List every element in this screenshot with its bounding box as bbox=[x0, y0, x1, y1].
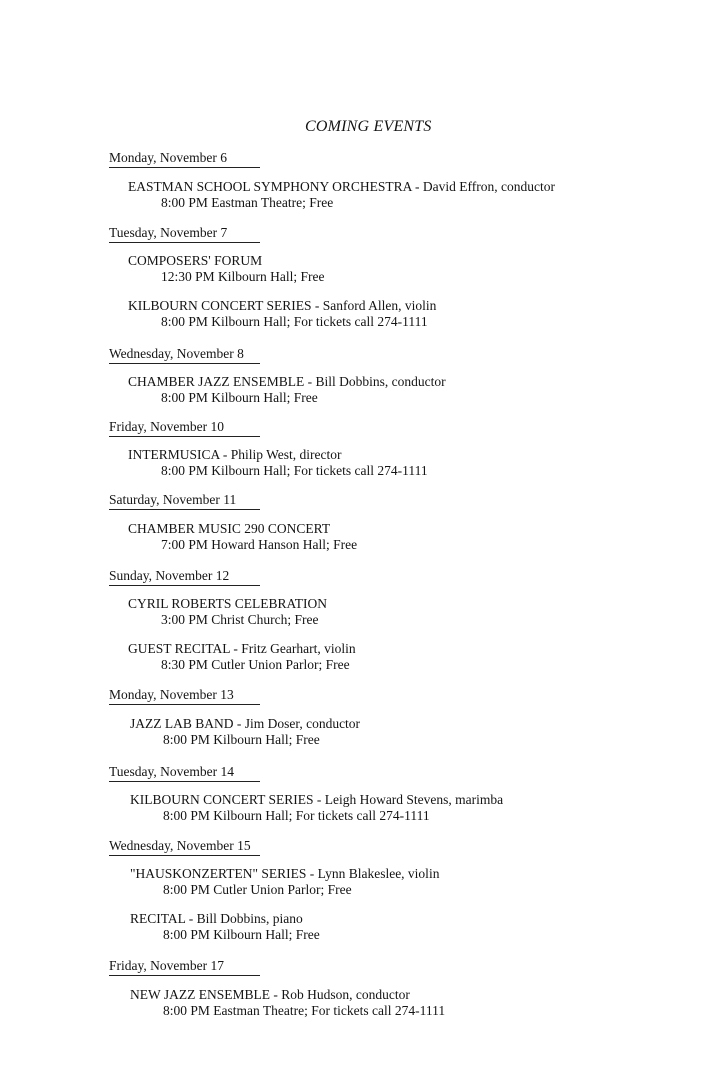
event-detail: 12:30 PM Kilbourn Hall; Free bbox=[161, 269, 325, 284]
event-detail: 8:00 PM Kilbourn Hall; Free bbox=[163, 927, 320, 942]
day-heading: Sunday, November 12 bbox=[109, 567, 260, 586]
event-detail: 8:00 PM Kilbourn Hall; Free bbox=[161, 390, 318, 405]
event-item bbox=[130, 792, 503, 824]
event-detail: 3:00 PM Christ Church; Free bbox=[161, 612, 319, 627]
day-heading: Monday, November 6 bbox=[109, 149, 260, 168]
event-name: RECITAL - Bill Dobbins, piano bbox=[130, 911, 303, 926]
event-item bbox=[130, 716, 360, 748]
event-detail: 8:00 PM Kilbourn Hall; For tickets call 274-1111 bbox=[161, 463, 428, 478]
day-heading: Wednesday, November 8 bbox=[109, 345, 260, 364]
day-heading: Tuesday, November 7 bbox=[109, 224, 260, 243]
day-heading: Wednesday, November 15 bbox=[109, 837, 260, 856]
event-detail: 8:00 PM Eastman Theatre; Free bbox=[161, 195, 334, 210]
event-item bbox=[130, 987, 445, 1019]
event-item bbox=[128, 447, 428, 479]
event-item bbox=[128, 298, 436, 330]
event-item bbox=[128, 521, 357, 553]
event-item bbox=[128, 596, 327, 628]
event-item bbox=[130, 866, 439, 898]
event-detail: 8:00 PM Kilbourn Hall; For tickets call 274-1111 bbox=[163, 808, 430, 823]
event-detail: 8:00 PM Eastman Theatre; For tickets call 274-1111 bbox=[163, 1003, 446, 1018]
event-name: CHAMBER MUSIC 290 CONCERT bbox=[128, 521, 331, 536]
event-name: KILBOURN CONCERT SERIES - Leigh Howard Stevens, marimba bbox=[130, 792, 504, 807]
event-item bbox=[128, 179, 555, 211]
day-heading: Friday, November 10 bbox=[109, 418, 260, 437]
event-name: INTERMUSICA - Philip West, director bbox=[128, 447, 342, 462]
event-detail: 8:00 PM Kilbourn Hall; For tickets call 274-1111 bbox=[161, 314, 428, 329]
event-item bbox=[128, 374, 446, 406]
event-name: CHAMBER JAZZ ENSEMBLE - Bill Dobbins, conductor bbox=[128, 374, 446, 389]
event-name: KILBOURN CONCERT SERIES - Sanford Allen, violin bbox=[128, 298, 437, 313]
event-name: NEW JAZZ ENSEMBLE - Rob Hudson, conductor bbox=[130, 987, 410, 1002]
event-item bbox=[130, 911, 320, 943]
event-detail: 7:00 PM Howard Hanson Hall; Free bbox=[161, 537, 358, 552]
event-name: COMPOSERS' FORUM bbox=[128, 253, 263, 268]
event-detail: 8:00 PM Kilbourn Hall; Free bbox=[163, 732, 320, 747]
event-detail: 8:00 PM Cutler Union Parlor; Free bbox=[163, 882, 352, 897]
day-heading: Tuesday, November 14 bbox=[109, 763, 260, 782]
event-name: EASTMAN SCHOOL SYMPHONY ORCHESTRA - David Effron, conductor bbox=[128, 179, 555, 194]
event-name: CYRIL ROBERTS CELEBRATION bbox=[128, 596, 327, 611]
event-item bbox=[128, 253, 325, 285]
event-name: JAZZ LAB BAND - Jim Doser, conductor bbox=[130, 716, 361, 731]
day-heading: Friday, November 17 bbox=[109, 957, 260, 976]
day-heading: Monday, November 13 bbox=[109, 686, 260, 705]
day-heading: Saturday, November 11 bbox=[109, 491, 260, 510]
event-name: "HAUSKONZERTEN" SERIES - Lynn Blakeslee, violin bbox=[130, 866, 440, 881]
page-title: COMING EVENTS bbox=[305, 118, 432, 135]
event-item bbox=[128, 641, 356, 673]
event-name: GUEST RECITAL - Fritz Gearhart, violin bbox=[128, 641, 356, 656]
event-detail: 8:30 PM Cutler Union Parlor; Free bbox=[161, 657, 350, 672]
